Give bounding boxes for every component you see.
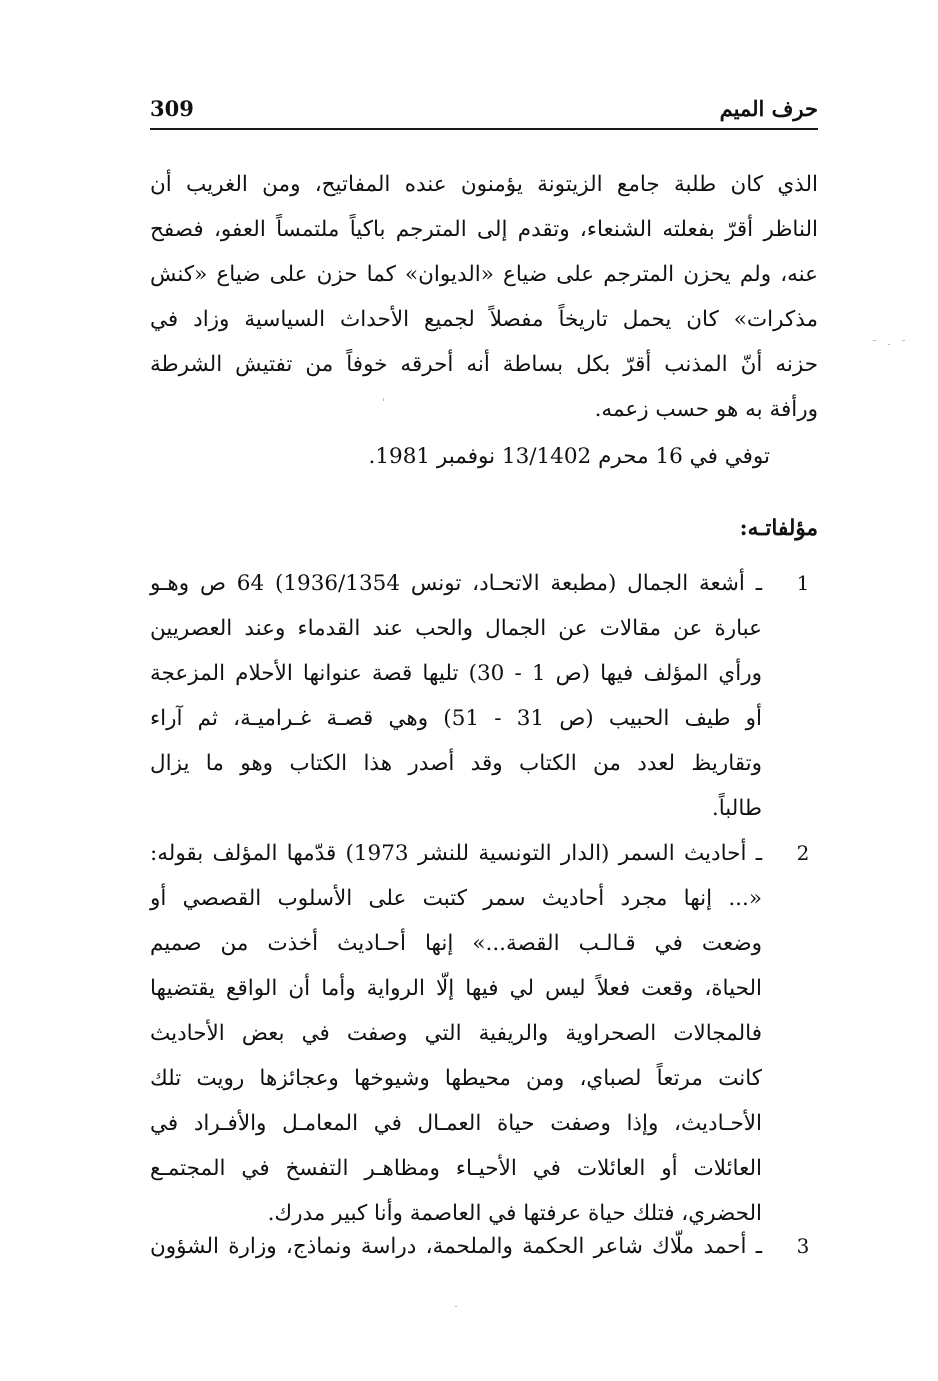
page-number: 309 — [150, 96, 194, 121]
work-item-line: وضعت في قـالـب القصة...» إنها أحـاديث أخذت من صميم — [150, 931, 762, 956]
work-item-line: أو طيف الحبيب (ص 31 - 51) وهي قصـة غـراميـة، ثم آراء — [150, 706, 763, 731]
work-item-line: العائلات أو العائلات في الأحيـاء ومظاهـر التفسخ في المجتمـع — [150, 1156, 762, 1181]
work-item-line: فالمجالات الصحراوية والريفية التي وصفت في بعض الأحاديث — [150, 1021, 762, 1046]
work-item-text — [150, 831, 762, 1236]
work-item-line: ـ أحمد ملّاك شاعر الحكمة والملحمة، دراسة ونماذج، وزارة الشؤون — [150, 1234, 762, 1259]
work-item-line: كانت مرتعاً لصباي، ومن محيطها وشيوخها وعجائزها رويت تلك — [150, 1066, 762, 1091]
scan-speck — [383, 398, 384, 401]
intro-line: حزنه أنّ المذنب أقرّ بكل بساطة أنه أحرقه خوفاً من تفتيش الشرطة — [150, 352, 818, 377]
work-item-line: طالباً. — [711, 796, 762, 821]
work-item-line: ـ أحاديث السمر (الدار التونسية للنشر 1973) قدّمها المؤلف بقوله: — [150, 841, 762, 866]
work-item-line: عبارة عن مقالات عن الجمال والحب عند القدماء وعند العصريين — [150, 616, 762, 641]
intro-line: ورأفة به هو حسب زعمه. — [594, 397, 818, 422]
scan-speck — [888, 344, 890, 345]
work-item-line: «... إنها مجرد أحاديث سمر كتبت على الأسلوب القصصي أو — [150, 886, 762, 911]
work-item-line: ورأي المؤلف فيها (ص 1 - 30) تليها قصة عنوانها الأحلام المزعجة — [150, 661, 762, 686]
work-item-line: الحضري، فتلك حياة عرفتها في العاصمة وأنا كبير مدرك. — [267, 1201, 762, 1226]
work-item-line: وتقاريظ لعدد من الكتاب وقد أصدر هذا الكتاب وهو ما يزال — [150, 751, 762, 776]
intro-line: الناظر أقرّ بفعلته الشنعاء، وتقدم إلى المترجم باكياً ملتمساً العفو، فصفح — [150, 217, 818, 242]
intro-paragraph — [150, 162, 818, 432]
running-head: حرف الميم — [719, 96, 818, 121]
scan-speck — [873, 340, 876, 341]
work-item-number: 3 — [796, 1234, 810, 1258]
page-header — [150, 96, 818, 130]
work-item-number: 1 — [796, 571, 810, 595]
work-item — [150, 561, 818, 831]
work-item — [150, 831, 818, 1236]
work-item-line: ـ أشعة الجمال (مطبعة الاتحـاد، تونس 1936/1354) 64 ص وهـو — [150, 571, 762, 596]
death-date-line: توفي في 16 محرم 13/1402 نوفمبر 1981. — [368, 444, 770, 469]
work-item-text — [150, 561, 762, 831]
work-item — [150, 1224, 818, 1269]
intro-line: مذكرات» كان يحمل تاريخاً مفصلاً لجميع الأحداث السياسية وزاد في — [150, 307, 818, 332]
work-item-number: 2 — [796, 841, 810, 865]
scan-speck — [455, 1306, 457, 1307]
scan-speck — [902, 340, 905, 341]
works-heading: مؤلفاتـه: — [739, 516, 818, 541]
work-item-line: الحياة، وقعت فعلاً ليس لي فيها إلّا الرواية وأما أن الواقع يقتضيها — [150, 976, 762, 1001]
intro-line: عنه، ولم يحزن المترجم على ضياع «الديوان» كما حزن على ضياع «كنش — [150, 262, 818, 287]
work-item-text — [150, 1224, 762, 1269]
work-item-line: الأحـاديث، وإذا وصفت حياة العمـال في المعامـل والأفـراد في — [150, 1111, 762, 1136]
intro-line: الذي كان طلبة جامع الزيتونة يؤمنون عنده المفاتيح، ومن الغريب أن — [150, 172, 818, 197]
